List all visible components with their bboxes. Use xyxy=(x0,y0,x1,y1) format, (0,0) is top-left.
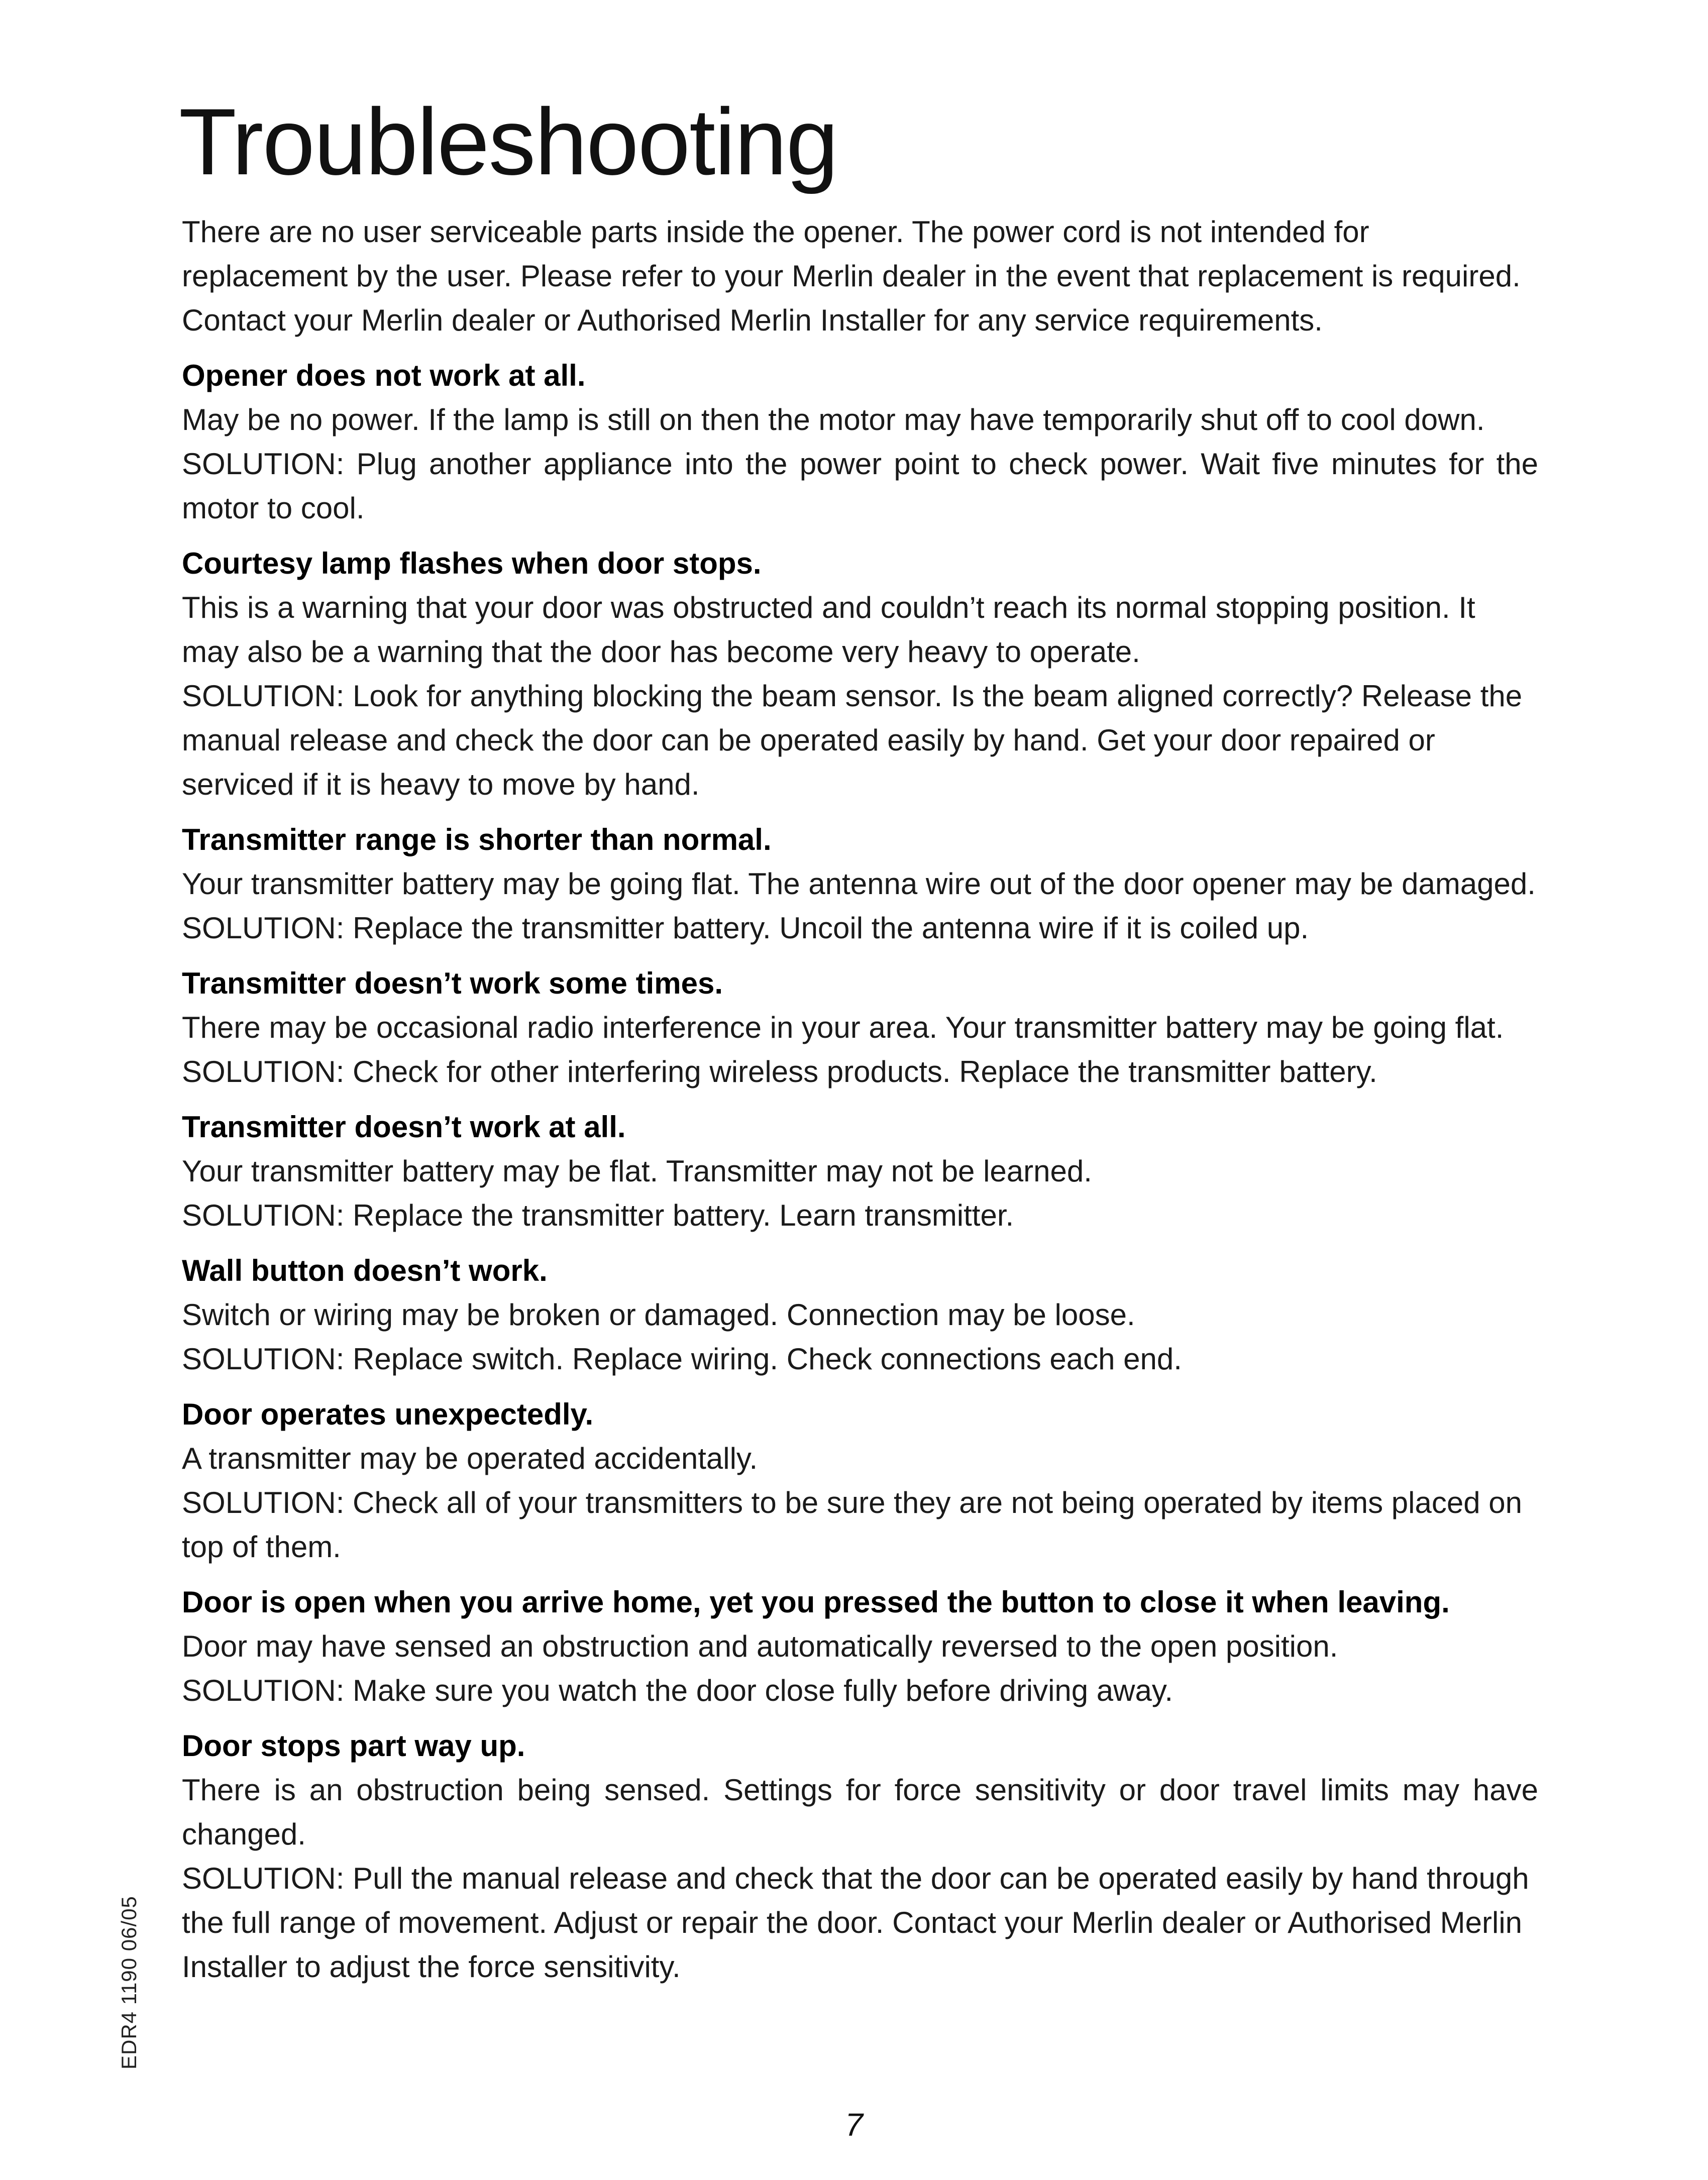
section-cause: Your transmitter battery may be going flat. The antenna wire out of the door opener may be damaged. xyxy=(182,867,1536,901)
section-heading: Door is open when you arrive home, yet you pressed the button to close it when leaving. xyxy=(182,1585,1450,1619)
section-heading: Transmitter range is shorter than normal. xyxy=(182,823,772,856)
section-cause: A transmitter may be operated accidentally. xyxy=(182,1442,758,1475)
section-heading: Door stops part way up. xyxy=(182,1729,525,1763)
section-cause: There is an obstruction being sensed. Settings for force sensitivity or door travel limits may have changed. xyxy=(182,1773,1538,1851)
page-number: 7 xyxy=(845,2107,863,2143)
page-title: Troubleshooting xyxy=(179,89,838,194)
section-solution: SOLUTION: Replace the transmitter battery. Learn transmitter. xyxy=(182,1198,1014,1232)
section-wall-button xyxy=(182,1249,1538,1381)
section-open-on-arrival xyxy=(182,1580,1538,1713)
section-solution: SOLUTION: Plug another appliance into the power point to check power. Wait five minutes for the motor to cool. xyxy=(182,447,1538,525)
section-solution: SOLUTION: Look for anything blocking the beam sensor. Is the beam aligned correctly? Release the manual release and check the door can be operated easily by hand. Get your door repaired or serviced if it is heavy to move by hand. xyxy=(182,679,1523,801)
troubleshooting-content xyxy=(182,210,1538,2000)
section-solution: SOLUTION: Pull the manual release and check that the door can be operated easily by hand through the full range of movement. Adjust or repair the door. Contact your Merlin dealer or Authorised Merlin Installer to adjust the force sensitivity. xyxy=(182,1862,1529,1984)
section-stops-part-way xyxy=(182,1724,1538,1989)
section-solution: SOLUTION: Make sure you watch the door close fully before driving away. xyxy=(182,1674,1173,1707)
section-solution: SOLUTION: Replace switch. Replace wiring. Check connections each end. xyxy=(182,1342,1182,1376)
section-heading: Wall button doesn’t work. xyxy=(182,1254,548,1287)
section-transmitter-sometimes xyxy=(182,961,1538,1094)
section-range-short xyxy=(182,818,1538,950)
section-lamp-flashes xyxy=(182,541,1538,807)
section-cause: This is a warning that your door was obstructed and couldn’t reach its normal stopping position. It may also be a warning that the door has become very heavy to operate. xyxy=(182,591,1475,669)
section-cause: Door may have sensed an obstruction and automatically reversed to the open position. xyxy=(182,1629,1338,1663)
section-cause: There may be occasional radio interference in your area. Your transmitter battery may be going flat. xyxy=(182,1011,1504,1044)
section-heading: Courtesy lamp flashes when door stops. xyxy=(182,547,762,580)
section-opener-no-work xyxy=(182,354,1538,530)
section-solution: SOLUTION: Check all of your transmitters to be sure they are not being operated by items placed on top of them. xyxy=(182,1486,1522,1564)
section-cause: Your transmitter battery may be flat. Transmitter may not be learned. xyxy=(182,1154,1092,1188)
section-heading: Opener does not work at all. xyxy=(182,359,586,392)
section-cause: Switch or wiring may be broken or damaged. Connection may be loose. xyxy=(182,1298,1135,1332)
section-heading: Door operates unexpectedly. xyxy=(182,1397,594,1431)
section-transmitter-not-at-all xyxy=(182,1105,1538,1238)
section-heading: Transmitter doesn’t work at all. xyxy=(182,1110,626,1144)
intro-paragraph: There are no user serviceable parts inside the opener. The power cord is not intended for replacement by the user. Please refer to your Merlin dealer in the event that replacement is required. Contact your Merlin dealer or Authorised Merlin Installer for any service requirements. xyxy=(182,215,1521,337)
section-heading: Transmitter doesn’t work some times. xyxy=(182,966,723,1000)
section-operates-unexpectedly xyxy=(182,1392,1538,1569)
document-code: EDR4 1190 06/05 xyxy=(117,1896,141,2069)
section-cause: May be no power. If the lamp is still on then the motor may have temporarily shut off to cool down. xyxy=(182,403,1485,437)
section-solution: SOLUTION: Check for other interfering wireless products. Replace the transmitter battery. xyxy=(182,1055,1377,1088)
section-solution: SOLUTION: Replace the transmitter battery. Uncoil the antenna wire if it is coiled up. xyxy=(182,911,1309,945)
